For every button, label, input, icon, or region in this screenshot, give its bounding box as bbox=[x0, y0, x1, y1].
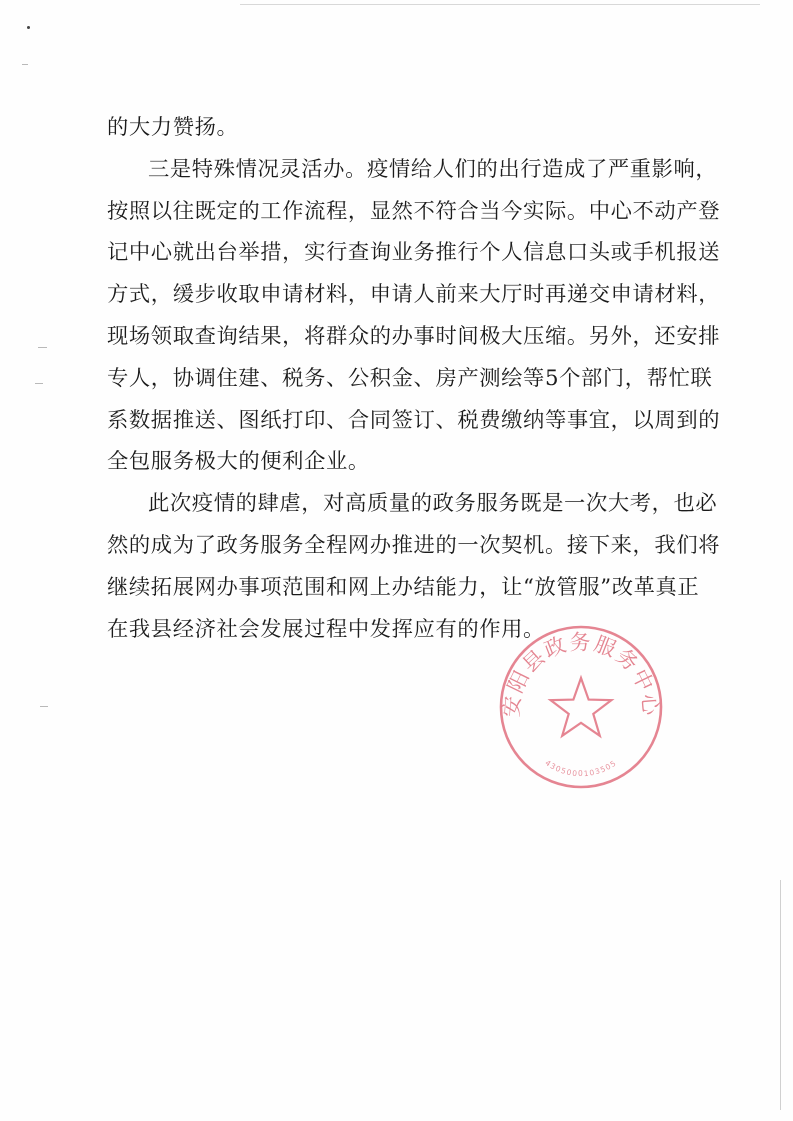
scan-mark bbox=[22, 64, 28, 65]
paragraph-line: 按照以往既定的工作流程，显然不符合当今实际。中心不动产登 bbox=[107, 199, 721, 224]
paragraph-line: 此次疫情的肆虐，对高质量的政务服务既是一次大考，也必 bbox=[148, 491, 718, 516]
paragraph-line: 三是特殊情况灵活办。疫情给人们的出行造成了严重影响， bbox=[148, 157, 718, 182]
official-seal bbox=[496, 622, 666, 792]
paragraph-line: 方式，缓步收取申请材料，申请人前来大厅时再递交申请材料， bbox=[107, 282, 721, 307]
scan-mark bbox=[38, 347, 47, 348]
paragraph-line: 系数据推送、图纸打印、合同签订、税费缴纳等事宜，以周到的 bbox=[107, 408, 721, 433]
paragraph-line: 专人，协调住建、税务、公积金、房产测绘等5个部门，帮忙联 bbox=[107, 366, 713, 391]
paragraph-line: 全包服务极大的便利企业。 bbox=[107, 449, 370, 474]
paragraph-line: 现场领取查询结果，将群众的办事时间极大压缩。另外，还安排 bbox=[107, 324, 721, 349]
scan-right-edge bbox=[780, 880, 781, 1110]
scan-top-edge bbox=[240, 4, 760, 5]
seal-star-icon bbox=[551, 678, 612, 736]
paragraph-line: 继续拓展网办事项范围和网上办结能力，让“放管服”改革真正 bbox=[107, 575, 700, 600]
seal-name-text: 安阳县政务服务中心 bbox=[499, 630, 663, 719]
scan-speck bbox=[27, 26, 30, 29]
paragraph-line: 然的成为了政务服务全程网办推进的一次契机。接下来，我们将 bbox=[107, 533, 721, 558]
paragraph-line: 记中心就出台举措，实行查询业务推行个人信息口头或手机报送 bbox=[107, 240, 721, 265]
paragraph-line: 在我县经济社会发展过程中发挥应有的作用。 bbox=[107, 617, 545, 642]
paragraph-line: 的大力赞扬。 bbox=[107, 115, 239, 140]
seal-code-text: 4305000103505 bbox=[543, 758, 619, 779]
scan-mark bbox=[40, 706, 48, 707]
scan-mark bbox=[35, 383, 43, 384]
